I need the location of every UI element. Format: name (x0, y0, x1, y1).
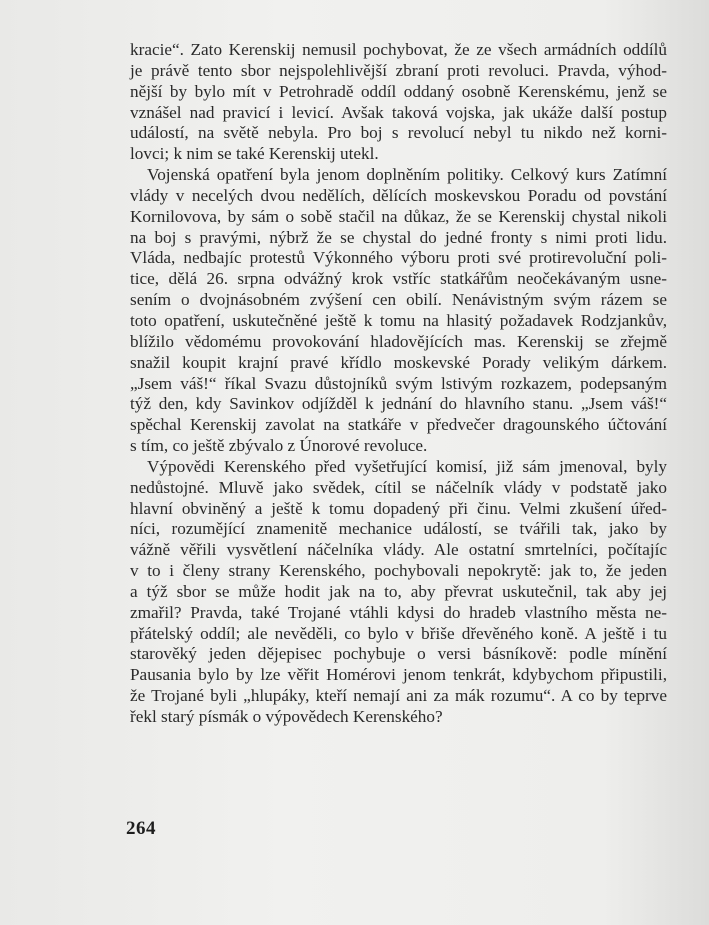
text-line: sením o dvojnásobném zvýšení cen obilí. Nenávistným svým rázem se (130, 290, 667, 310)
text-line: tice, dělá 26. srpna odvážný krok vstříc statkářům neočekávaným usne- (130, 269, 667, 289)
text-line: v to i členy strany Kerenského, pochybovali nepokrytě: jak to, že jeden (130, 561, 667, 581)
text-line: přátelský oddíl; ale nevěděli, co bylo v břiše dřevěného koně. A ještě i tu (130, 623, 667, 643)
text-line: Vláda, nedbajíc protestů Výkonného výboru proti své protirevoluční poli- (130, 248, 667, 268)
text-line: starověký jeden dějepisec pochybuje o versi básníkově: podle mínění (130, 644, 667, 664)
body-text (130, 40, 667, 728)
text-line: snažil koupit krajní pravé křídlo moskevské Porady velikým dárkem. (130, 352, 667, 372)
text-line: týž den, kdy Savinkov odjížděl k jednání do hlavního stanu. „Jsem váš!“ (130, 394, 667, 414)
text-line: na boj s pravými, nýbrž že se chystal do jedné fronty s nimi proti lidu. (130, 227, 667, 247)
text-line: s tím, co ještě zbývalo z Únorové revoluce. (130, 436, 428, 456)
text-line: vznášel nad pravicí i levicí. Avšak taková vojska, jak ukáže další postup (130, 102, 667, 122)
paragraph (130, 457, 667, 728)
page-number: 264 (126, 818, 156, 839)
text-line: že Trojané byli „hlupáky, kteří nemají ani za mák rozumu“. A co by teprve (130, 686, 667, 706)
text-line: událostí, na světě nebyla. Pro boj s revolucí nebyl tu nikdo než korni- (130, 123, 667, 143)
text-line: zmařil? Pravda, také Trojané vtáhli kdysi do hradeb vlastního města ne- (130, 602, 667, 622)
text-line: Vojenská opatření byla jenom doplněním politiky. Celkový kurs Zatímní (147, 165, 667, 185)
text-line: nedůstojné. Mluvě jako svědek, cítil se náčelník vlády v podstatě jako (130, 477, 667, 497)
text-line: spěchal Kerenskij zavolat na statkáře v předvečer dragounského účtování (130, 415, 667, 435)
text-line: vážně věřili vysvětlení náčelníka vlády. Ale ostatní smrtelníci, počítajíc (130, 540, 667, 560)
paragraph (130, 165, 667, 457)
text-line: níci, rozumějící znamenitě mechanice událostí, se tvářili tak, jako by (130, 519, 667, 539)
text-line: blížilo vědomému provokování hladovějících mas. Kerenskij se zřejmě (130, 331, 667, 351)
text-line: je právě tento sbor nejspolehlivější zbraní proti revoluci. Pravda, výhod- (130, 60, 667, 80)
text-line: a týž sbor se může hodit jak na to, aby převrat uskutečnil, tak aby jej (130, 581, 667, 601)
text-line: Kornilovova, by sám o sobě stačil na důkaz, že se Kerenskij chystal nikoli (130, 206, 667, 226)
text-line: lovci; k nim se také Kerenskij utekl. (130, 144, 379, 164)
text-line: vlády v necelých dvou nedělích, dělících moskevskou Poradu od povstání (130, 185, 667, 205)
text-line: nější by bylo mít v Petrohradě oddíl oddaný osobně Kerenskému, jenž se (130, 81, 667, 101)
text-line: řekl starý písmák o výpovědech Kerenského? (130, 707, 443, 726)
text-line: hlavní obviněný a ještě k tomu dopadený při činu. Velmi zkušení úřed- (130, 498, 667, 518)
text-line: Pausania bylo by lze věřit Homérovi jenom tenkrát, kdybychom připustili, (130, 665, 667, 685)
text-line: toto opatření, uskutečněné ještě k tomu na hlasitý požadavek Rodzjankův, (130, 310, 667, 330)
text-line: kracie“. Zato Kerenskij nemusil pochybovat, že ze všech armádních oddílů (130, 40, 667, 59)
paragraph (130, 40, 667, 165)
text-line: Výpovědi Kerenského před vyšetřující komisí, již sám jmenoval, byly (147, 456, 667, 476)
text-line: „Jsem váš!“ říkal Svazu důstojníků svým lstivým rozkazem, podepsaným (130, 373, 667, 393)
